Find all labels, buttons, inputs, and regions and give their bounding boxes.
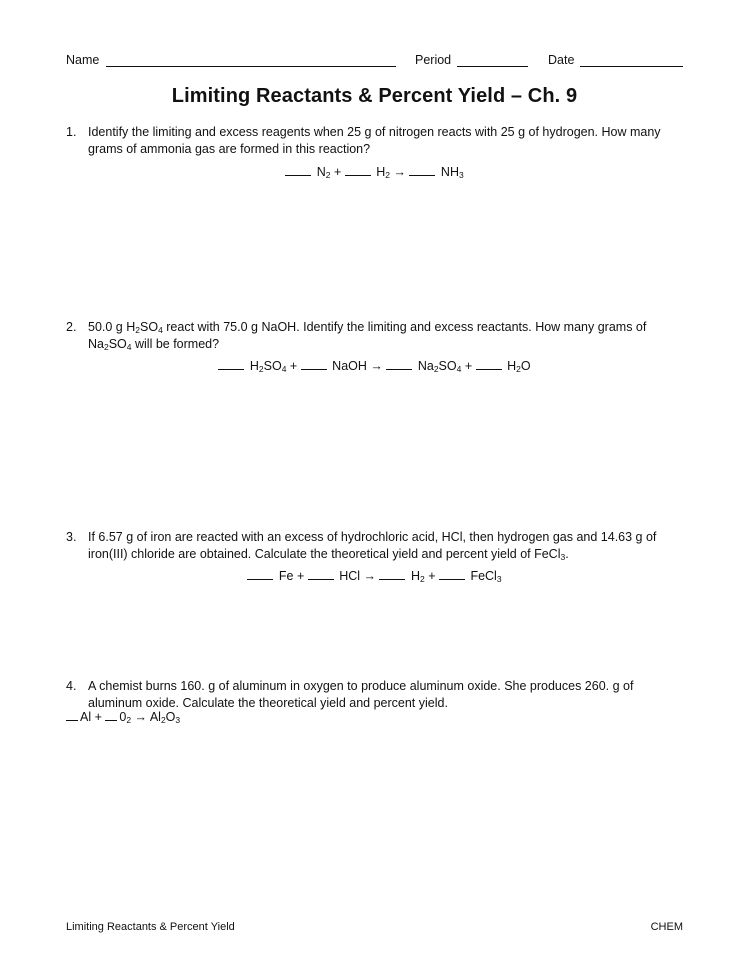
question-1 bbox=[66, 124, 691, 158]
period-label: Period bbox=[415, 53, 452, 67]
equation-3 bbox=[0, 569, 749, 583]
equation-2 bbox=[0, 359, 749, 373]
name-blank-line[interactable] bbox=[106, 66, 396, 67]
period-blank-line[interactable] bbox=[457, 66, 528, 67]
name-label: Name bbox=[66, 53, 100, 67]
equation-1 bbox=[0, 165, 749, 179]
question-number: 1. bbox=[66, 125, 77, 139]
footer-right: CHEM bbox=[650, 921, 683, 933]
question-3 bbox=[66, 529, 691, 563]
question-2 bbox=[66, 319, 691, 353]
date-blank-line[interactable] bbox=[580, 66, 683, 67]
student-info-header bbox=[66, 53, 686, 71]
question-4 bbox=[66, 678, 691, 712]
question-text: 50.0 g $H_2SO_4$ react with 75.0 g NaOH. Identify the limiting and excess reactants. How many grams of $Na_2SO_4$ will be formed? bbox=[88, 320, 647, 352]
question-text: A chemist burns 160. g of aluminum in oxygen to produce aluminum oxide. She produces 260. g of aluminum oxide. Calculate the theoretical yield and percent yield. bbox=[88, 679, 634, 710]
question-number: 4. bbox=[66, 679, 77, 693]
worksheet-title: Limiting Reactants & Percent Yield – Ch. 9 bbox=[171, 85, 578, 107]
footer-left: Limiting Reactants & Percent Yield bbox=[66, 921, 235, 933]
question-number: 2. bbox=[66, 320, 77, 334]
equation-4 bbox=[66, 710, 180, 724]
question-number: 3. bbox=[66, 530, 77, 544]
date-label: Date bbox=[548, 53, 575, 67]
equation-4-text: $Al + 0_2 \to Al_2O_3$ bbox=[66, 710, 180, 724]
equation-1-text: $N_2 + H_2 \to NH_3$ bbox=[285, 165, 463, 179]
question-text: Identify the limiting and excess reagents when 25 g of nitrogen reacts with 25 g of hydrogen. How many grams of ammonia gas are formed in this reaction? bbox=[88, 125, 661, 156]
equation-2-text: $H_2SO_4$ + NaOH → $Na_2SO_4 + H_2O$ bbox=[218, 359, 530, 373]
question-text: If 6.57 g of iron are reacted with an excess of hydrochloric acid, HCl, then hydrogen gas and 14.63 g of iron(III) chloride are obtained. Calculate the theoretical yield and percent yield of FeCl$_3$. bbox=[88, 530, 657, 562]
equation-3-text: Fe + HCl → $H_2$ + FeCl$_3$ bbox=[247, 569, 501, 583]
